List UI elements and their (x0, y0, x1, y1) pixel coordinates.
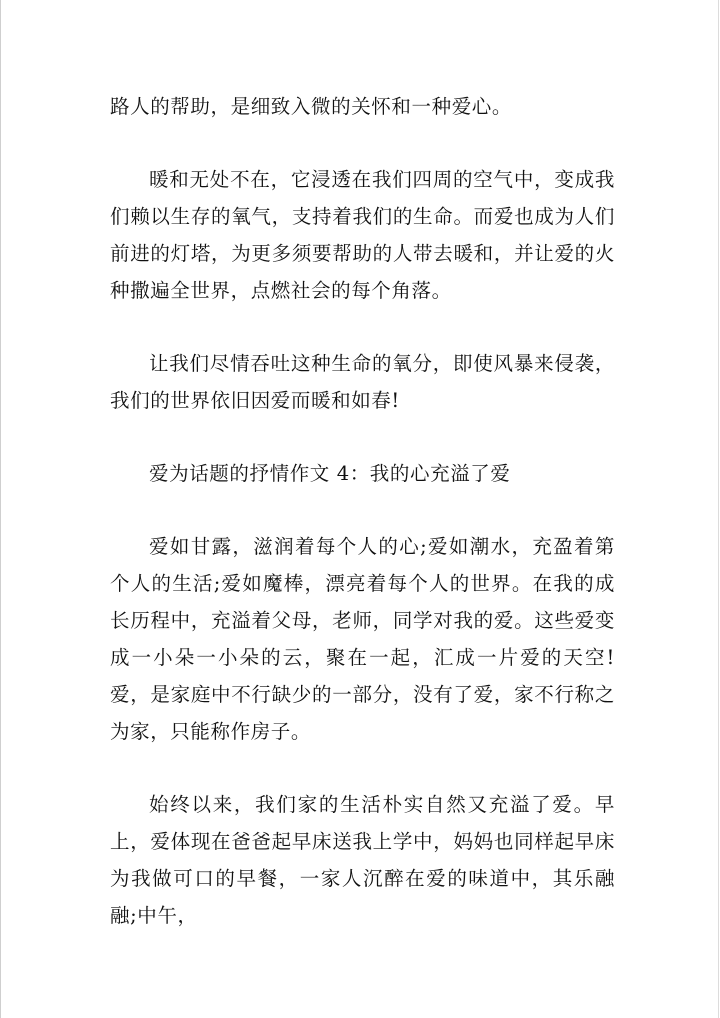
paragraph: 暖和无处不在，它浸透在我们四周的空气中，变成我们赖以生存的氧气，支持着我们的生命。而爱也成为人们前进的灯塔，为更多须要帮助的人带去暖和，并让爱的火种撒遍全世界，点燃社会的每个角落。 (110, 168, 615, 302)
paragraph: 爱如甘露，滋润着每个人的心;爱如潮水，充盈着第个人的生活;爱如魔棒，漂亮着每个人的世界。在我的成长历程中，充溢着父母，老师，同学对我的爱。这些爱变成一小朵一小朵的云，聚在一起，汇成一片爱的天空!爱，是家庭中不行缺少的一部分，没有了爱，家不行称之为家，只能称作房子。 (110, 535, 615, 743)
paragraph-continued: 路人的帮助，是细致入微的关怀和一种爱心。 (110, 95, 513, 118)
page-left-edge (0, 0, 1, 1018)
paragraph: 始终以来，我们家的生活朴实自然又充溢了爱。早上，爱体现在爸爸起早床送我上学中，妈妈也同样起早床为我做可口的早餐，一家人沉醉在爱的味道中，其乐融融;中午， (110, 793, 615, 927)
document-body (110, 88, 615, 934)
page-right-edge (718, 0, 719, 1018)
paragraph: 让我们尽情吞吐这种生命的氧分，即使风暴来侵袭，我们的世界依旧因爱而暖和如春! (110, 352, 615, 412)
section-heading: 爱为话题的抒情作文 4：我的心充溢了爱 (149, 462, 511, 485)
